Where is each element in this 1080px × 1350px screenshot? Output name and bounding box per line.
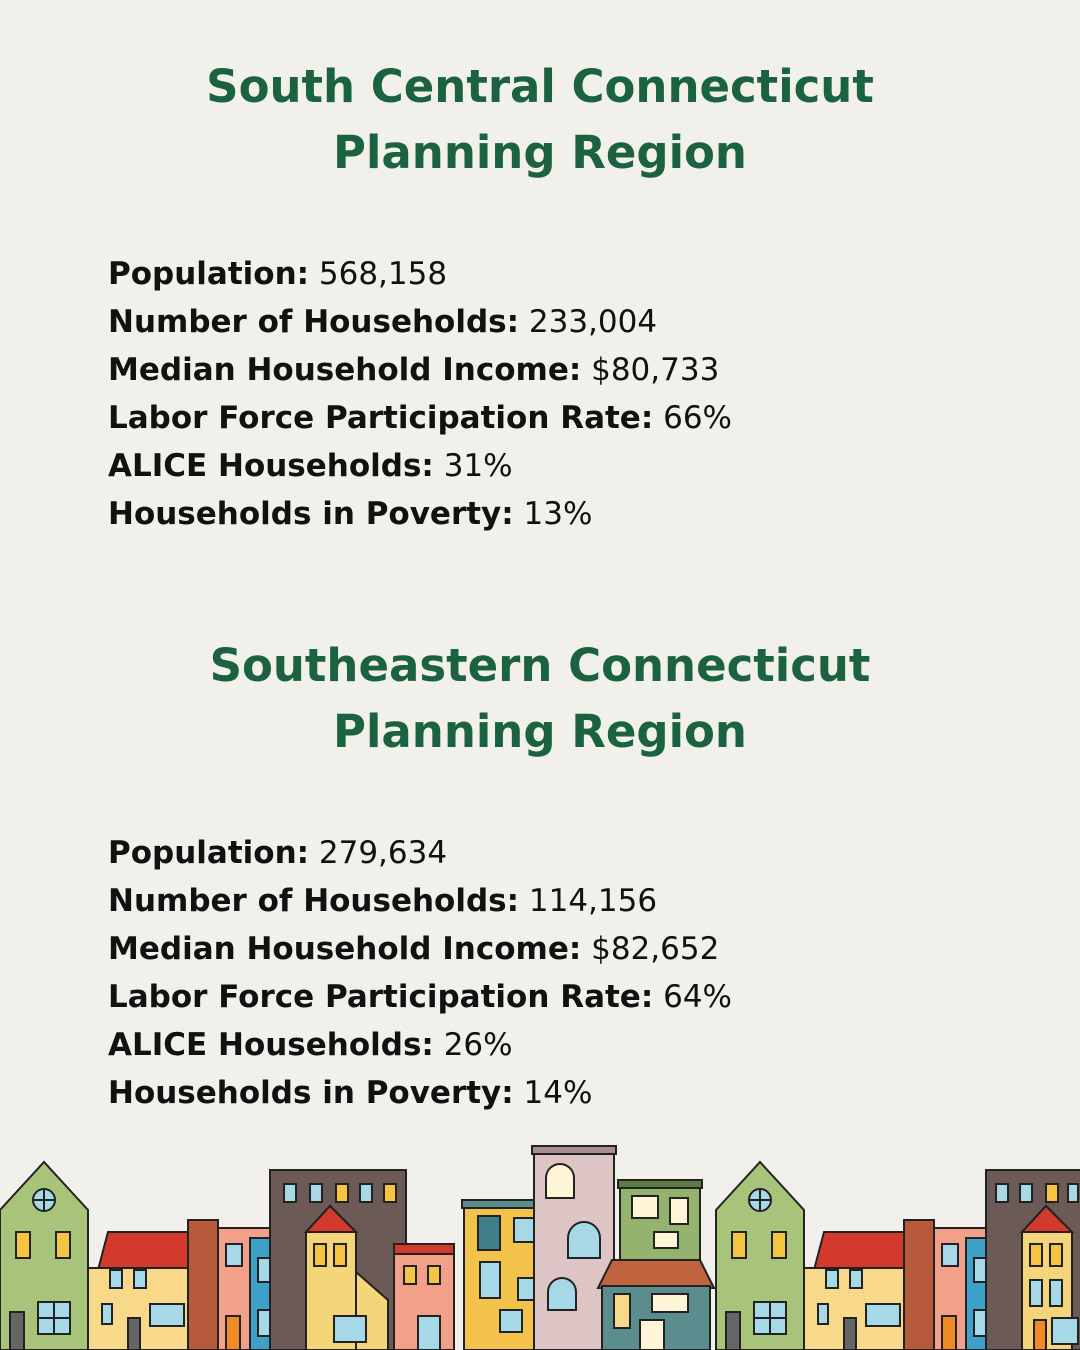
region-2-title-line2: Planning Region [333, 705, 747, 758]
stat-alice: ALICE Households: 31% [108, 448, 513, 484]
stat-poverty: Households in Poverty: 13% [108, 496, 593, 532]
stat-households: Number of Households: 114,156 [108, 883, 658, 919]
stat-median-income: Median Household Income: $82,652 [108, 931, 720, 967]
stat-poverty: Households in Poverty: 14% [108, 1075, 593, 1111]
stat-labor-force: Labor Force Participation Rate: 66% [108, 400, 732, 436]
stat-households: Number of Households: 233,004 [108, 304, 658, 340]
stat-labor-force: Labor Force Participation Rate: 64% [108, 979, 732, 1015]
stat-alice: ALICE Households: 26% [108, 1027, 513, 1063]
region-2-title-line1: Southeastern Connecticut [209, 639, 871, 692]
region-2-title [0, 633, 1080, 765]
stat-population: Population: 568,158 [108, 256, 448, 292]
stat-population: Population: 279,634 [108, 835, 448, 871]
region-1-stats [108, 250, 732, 538]
houses-skyline-illustration [0, 1140, 1080, 1350]
region-1-title [0, 54, 1080, 186]
region-1-title-line2: Planning Region [333, 126, 747, 179]
stat-median-income: Median Household Income: $80,733 [108, 352, 720, 388]
region-1-title-line1: South Central Connecticut [206, 60, 874, 113]
region-2-stats [108, 829, 732, 1117]
